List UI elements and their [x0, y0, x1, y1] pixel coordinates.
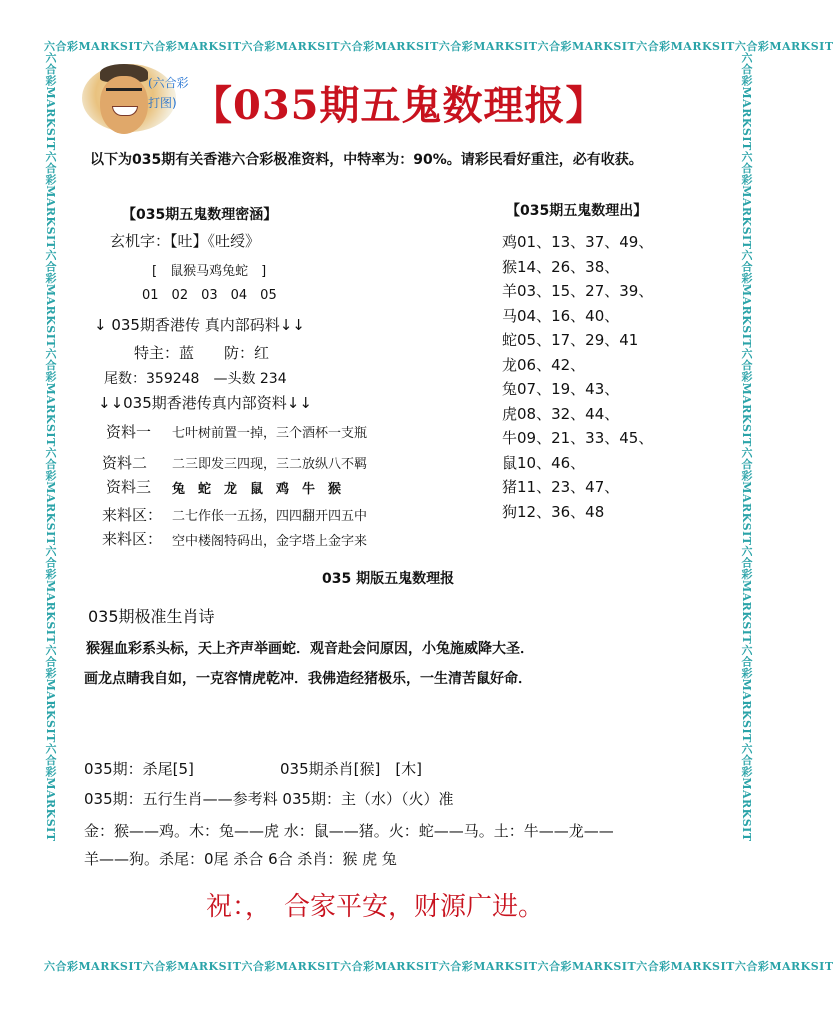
list-item: 狗12、36、48	[502, 502, 605, 521]
section1-title: 【035期五鬼数理密涵】	[122, 207, 278, 223]
ziliao1-label: 资料一	[106, 423, 152, 441]
ziliao1-text: 七叶树前置一掉，三个酒杯一支瓶	[172, 426, 368, 441]
page-title: 【035期五鬼数理报】	[192, 82, 607, 129]
frame-watermark-left: 六合彩MARKSIT六合彩MARKSIT六合彩MARKSIT六合彩MARKSIT六合彩MARKSIT六合彩MARKSIT六合彩MARKSIT六合彩MARKSIT	[44, 52, 57, 842]
weishu-text: 尾数：359248 —头数 234	[104, 371, 287, 387]
list-item: 鸡01、13、37、49、	[502, 233, 654, 251]
list-item: 羊03、15、27、39、	[502, 282, 654, 300]
poem-title: 035期极准生肖诗	[88, 607, 215, 626]
zodiac-number-list	[502, 230, 653, 524]
avatar-glasses	[106, 88, 142, 98]
list-item: 马04、16、40、	[502, 306, 620, 325]
ziliao3-text: 兔 蛇 龙 鼠 鸡 牛 猴	[172, 482, 342, 497]
blessing-text: 祝：， 合家平安，财源广进。	[206, 892, 545, 922]
frame-watermark-right: 六合彩MARKSIT六合彩MARKSIT六合彩MARKSIT六合彩MARKSIT六合彩MARKSIT六合彩MARKSIT六合彩MARKSIT六合彩MARKSIT	[740, 52, 753, 842]
xuanji-text: 玄机字：【吐】《吐绶》	[110, 232, 261, 250]
laiqu1-label: 来料区：	[102, 506, 163, 524]
ziliao2-text: 二三即发三四现，三二放纵八不羁	[172, 457, 368, 472]
center-title: 035 期版五鬼数理报	[322, 571, 455, 587]
avatar-face	[100, 76, 148, 134]
list-item: 虎08、32、44、	[502, 404, 620, 423]
tezhu-text: 特主：蓝 防：红	[134, 344, 270, 362]
laiqu2-label: 来料区：	[102, 530, 163, 548]
numbers-row: 01 02 03 04 05	[142, 288, 277, 303]
poem-line-2: 画龙点睛我自如，一克容情虎乾冲．我佛造经猪极乐，一生清苦鼠好命．	[84, 671, 532, 687]
wuxing-line: 035期：五行生肖——参考料 035期：主（水）（火）准	[84, 790, 454, 808]
list-item: 鼠10、46、	[502, 453, 586, 472]
frame-watermark-bottom: 六合彩MARKSIT六合彩MARKSIT六合彩MARKSIT六合彩MARKSIT六合彩MARKSIT六合彩MARKSIT六合彩MARKSIT六合彩MARKSIT	[44, 960, 834, 973]
kill-tail: 035期：杀尾[5]	[84, 760, 194, 778]
poem-line-1: 猴猩血彩系头标，天上齐声举画蛇．观音赴会问原因，小兔施威降大圣．	[86, 641, 534, 657]
avatar-label-2: 打图)	[148, 96, 177, 110]
elements-line-2: 羊——狗。杀尾：0尾 杀合 6合 杀肖：猴 虎 兔	[84, 850, 397, 868]
animals-box: [ 鼠猴马鸡兔蛇 ]	[152, 264, 267, 279]
intro-text: 以下为035期有关香港六合彩极准资料，中特率为：90%。请彩民看好重注，必有收获。	[90, 152, 643, 168]
list-item: 猪11、23、47、	[502, 478, 620, 496]
elements-line: 金：猴——鸡。木：兔——虎 水：鼠——猪。火：蛇——马。土：牛——龙——	[84, 822, 614, 840]
list-item: 猴14、26、38、	[502, 257, 620, 276]
list-item: 蛇05、17、29、41	[502, 331, 639, 349]
ziliao2-label: 资料二	[102, 454, 148, 472]
ziliao3-label: 资料三	[106, 478, 152, 496]
list-item: 龙06、42、	[502, 355, 586, 374]
list-item: 牛09、21、33、45、	[502, 429, 654, 447]
avatar-label: (六合彩	[148, 76, 189, 90]
laiqu1-text: 二七作伥一五扬，四四翻开四五中	[172, 509, 368, 524]
list-item: 兔07、19、43、	[502, 380, 620, 398]
kill-xiao: 035期杀肖[猴] [木]	[280, 760, 423, 778]
section3-title: ↓↓035期香港传真内部资料↓↓	[98, 394, 312, 412]
section2-title: ↓ 035期香港传 真内部码料↓↓	[94, 316, 305, 334]
laiqu2-text: 空中楼阁特码出，金字塔上金字来	[172, 534, 368, 549]
frame-watermark-top: 六合彩MARKSIT六合彩MARKSIT六合彩MARKSIT六合彩MARKSIT六合彩MARKSIT六合彩MARKSIT六合彩MARKSIT六合彩MARKSIT	[44, 40, 834, 53]
right-title: 【035期五鬼数理出】	[506, 203, 648, 219]
